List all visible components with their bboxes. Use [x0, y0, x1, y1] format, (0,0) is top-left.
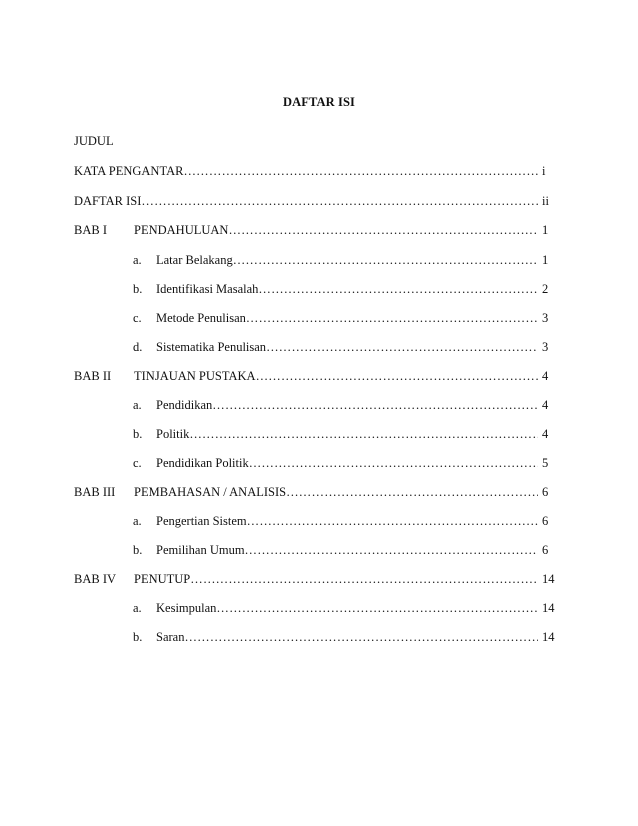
toc-entry-label: DAFTAR ISI	[74, 194, 142, 208]
toc-section	[133, 455, 564, 471]
toc-section	[133, 426, 564, 442]
chapter-number: BAB III	[74, 485, 116, 499]
section-title: Pendidikan Politik	[156, 456, 249, 470]
section-letter: a.	[133, 514, 142, 528]
toc-page-number: 4	[542, 369, 549, 383]
section-letter: a.	[133, 253, 142, 267]
toc-section	[133, 600, 564, 616]
toc-section	[133, 281, 564, 297]
toc-page-number: 5	[542, 456, 549, 470]
toc-page-number: 4	[542, 427, 549, 441]
toc-section	[133, 629, 564, 645]
toc-section	[133, 339, 564, 355]
toc-section	[133, 513, 564, 529]
chapter-title: TINJAUAN PUSTAKA	[134, 369, 256, 383]
section-title: Pengertian Sistem	[156, 514, 247, 528]
section-title: Pemilihan Umum	[156, 543, 245, 557]
toc-page-number: 6	[542, 514, 549, 528]
toc-chapter-bab-4	[74, 571, 564, 587]
section-letter: c.	[133, 456, 142, 470]
toc-section	[133, 252, 564, 268]
section-title: Kesimpulan	[156, 601, 217, 615]
section-letter: b.	[133, 427, 143, 441]
toc-page-number: 6	[542, 485, 549, 499]
toc-page-number: 3	[542, 340, 549, 354]
section-letter: b.	[133, 543, 143, 557]
toc-entry-kata-pengantar	[74, 163, 564, 179]
toc-page-number: 14	[542, 601, 555, 615]
toc-page-number: 3	[542, 311, 549, 325]
section-letter: a.	[133, 601, 142, 615]
section-letter: c.	[133, 311, 142, 325]
section-title: Sistematika Penulisan	[156, 340, 267, 354]
toc-entry-daftar-isi	[74, 193, 564, 209]
toc-chapter-bab-1	[74, 222, 564, 238]
toc-page-number: ii	[542, 194, 549, 208]
section-letter: b.	[133, 282, 143, 296]
toc-section	[133, 542, 564, 558]
chapter-title: PENDAHULUAN	[134, 223, 229, 237]
toc-section	[133, 397, 564, 413]
chapter-title: PEMBAHASAN / ANALISIS	[134, 485, 287, 499]
chapter-number: BAB I	[74, 223, 107, 237]
section-title: Saran	[156, 630, 185, 644]
toc-page-number: i	[542, 164, 546, 178]
section-letter: d.	[133, 340, 143, 354]
section-title: Politik	[156, 427, 190, 441]
toc-page-number: 4	[542, 398, 549, 412]
section-title: Identifikasi Masalah	[156, 282, 259, 296]
page-title: DAFTAR ISI	[283, 95, 355, 109]
section-title: Metode Penulisan	[156, 311, 246, 325]
toc-page-number: 1	[542, 253, 549, 267]
toc-page-number: 2	[542, 282, 549, 296]
toc-section	[133, 310, 564, 326]
toc-page-number: 14	[542, 572, 555, 586]
chapter-number: BAB II	[74, 369, 112, 383]
toc-entry-label: JUDUL	[74, 134, 114, 148]
toc-page-number: 6	[542, 543, 549, 557]
section-title: Pendidikan	[156, 398, 213, 412]
toc-entry-label: KATA PENGANTAR	[74, 164, 184, 178]
toc-chapter-bab-2	[74, 368, 564, 384]
toc-entry-judul	[74, 133, 564, 149]
toc-page-number: 14	[542, 630, 555, 644]
section-title: Latar Belakang	[156, 253, 233, 267]
chapter-number: BAB IV	[74, 572, 117, 586]
toc-page-number: 1	[542, 223, 549, 237]
toc-chapter-bab-3	[74, 484, 564, 500]
section-letter: b.	[133, 630, 143, 644]
section-letter: a.	[133, 398, 142, 412]
chapter-title: PENUTUP	[134, 572, 191, 586]
